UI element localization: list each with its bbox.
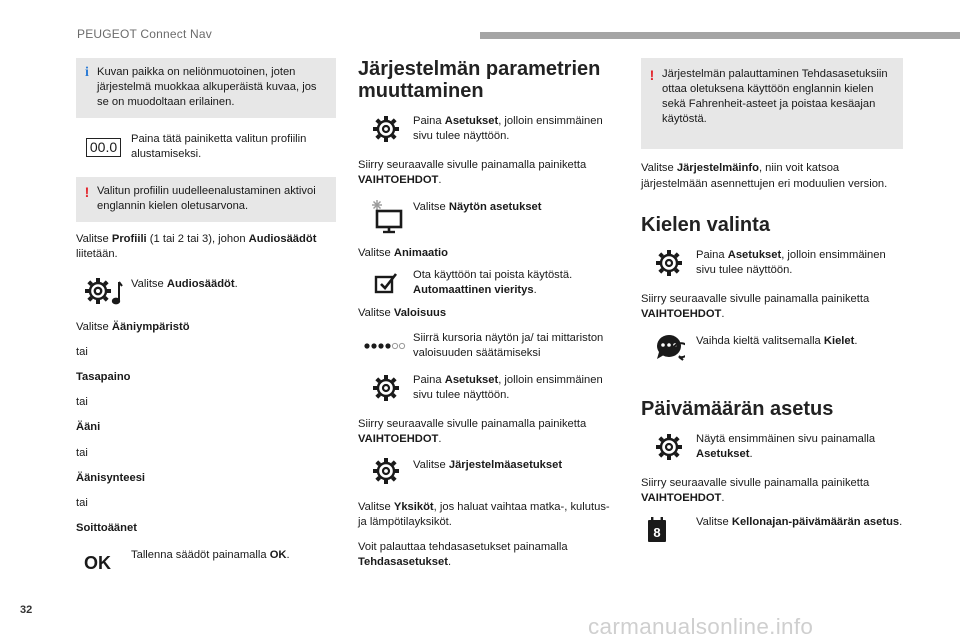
gear-icon[interactable] [358,114,413,144]
watermark: carmanualsonline.info [588,614,814,639]
factory-reset-paragraph: Voit palauttaa tehdasasetukset painamalla Tehdasasetukset. [358,540,568,568]
warning-icon: ! [84,183,90,200]
calendar-icon[interactable] [641,515,696,545]
reset-profile-button[interactable]: 00.0 [86,138,121,157]
option-ringtones: Soittoäänet [76,521,137,534]
brightness-row [358,331,620,361]
warning-note-reset [641,58,903,149]
ok-button-box [76,548,131,578]
calendar-digit: 8 [653,524,661,540]
info-note-text: Kuvan paikka on neliönmuotoinen, joten järjestelmä muokkaa alkuperäistä kuvaa, jos se on muodoltaan erilainen. [97,66,317,109]
gear-icon[interactable] [641,432,696,462]
info-icon: i [85,65,89,80]
gear-icon[interactable] [641,248,696,278]
header-bar [480,32,960,39]
audio-text: Valitse Audiosäädöt. [131,277,238,290]
language-settings-row [641,248,903,278]
or-text-2: tai [76,396,88,409]
language-icon[interactable] [641,332,696,362]
options-paragraph-3: Siirry seuraavalle sivulle painamalla painiketta VAIHTOEHDOT. [641,292,870,320]
display-text: Valitse Näytön asetukset [413,201,542,214]
ok-row [76,548,336,578]
column-middle [358,58,620,570]
settings-text-2: Paina Asetukset, jolloin ensimmäinen sivu tulee näyttöön. [413,374,603,402]
options-paragraph-2: Siirry seuraavalle sivulle painamalla painiketta VAIHTOEHDOT. [358,418,587,446]
audio-row [76,274,336,308]
languages-text: Vaihda kieltä valitsemalla Kielet. [696,335,858,348]
warning-note [76,177,336,222]
units-paragraph: Valitse Yksiköt, jos haluat vaihtaa matka-, kulutus- ja lämpötilayksiköt. [358,500,610,528]
options-paragraph-1: Siirry seuraavalle sivulle painamalla painiketta VAIHTOEHDOT. [358,159,587,187]
warning-note-reset-text: Järjestelmän palauttaminen Tehdasasetuksiin ottaa oletuksena käyttöön englannin kielen sekä Fahrenheit-asteet ja poistaa kesäajan käytöstä. [662,68,888,126]
checkbox-icon[interactable] [358,268,413,298]
section-heading-language: Kielen valinta [641,213,770,236]
page-number: 32 [20,604,33,616]
brightness-paragraph: Valitse Valoisuus [358,306,447,319]
system-info-paragraph: Valitse Järjestelmäinfo, niin voit katsoa järjestelmään asennettujen eri moduulien version. [641,162,888,190]
settings-row-1 [358,114,620,144]
option-voice: Äänisynteesi [76,471,146,484]
datetime-row [641,515,903,545]
warning-icon: ! [649,67,655,83]
gear-note-icon[interactable] [76,274,131,308]
header-title: PEUGEOT Connect Nav [77,27,212,41]
option-balance: Tasapaino [76,371,131,384]
language-settings-text: Paina Asetukset, jolloin ensimmäinen sivu tulee näyttöön. [696,248,886,276]
options-paragraph-4: Siirry seuraavalle sivulle painamalla painiketta VAIHTOEHDOT. [641,477,870,505]
reset-profile-row [76,132,336,162]
screen-brightness-icon[interactable] [358,198,413,234]
autoscroll-row [358,268,620,298]
datetime-text: Valitse Kellonajan-päivämäärän asetus. [696,515,903,528]
animation-paragraph: Valitse Animaatio [358,247,448,260]
section-heading-system: Järjestelmän parametrien muuttaminen [358,58,601,102]
or-text-1: tai [76,346,88,359]
date-settings-row [641,432,903,462]
ambience-paragraph: Valitse Ääniympäristö [76,320,190,333]
reset-profile-text: Paina tätä painiketta valitun profiilin alustamiseksi. [131,133,307,161]
gear-icon[interactable] [358,456,413,486]
gear-icon[interactable] [358,373,413,403]
warning-note-text: Valitun profiilin uudelleenalustaminen aktivoi englannin kielen oletusarvona. [97,184,316,212]
option-sound: Ääni [76,421,101,434]
languages-row [641,332,903,362]
profile-paragraph: Valitse Profiili (1 tai 2 tai 3), johon Audiosäädöt liitetään. [76,232,317,260]
column-right [641,58,903,545]
section-heading-date: Päivämäärän asetus [641,398,834,421]
brightness-text: Siirrä kursoria näytön ja/ tai mittariston valoisuuden säätämiseksi [413,331,604,359]
autoscroll-text: Ota käyttöön tai poista käytöstä. Automaattinen vieritys. [413,268,573,296]
settings-text-1: Paina Asetukset, jolloin ensimmäinen sivu tulee näyttöön. [413,115,603,143]
ok-button[interactable]: OK [84,552,111,573]
ok-text: Tallenna säädöt painamalla OK. [131,548,290,561]
brightness-dots-icon[interactable] [358,331,413,361]
or-text-3: tai [76,446,88,459]
system-settings-text: Valitse Järjestelmäasetukset [413,458,563,471]
info-note [76,58,336,118]
system-settings-row [358,456,620,486]
display-row [358,198,620,234]
reset-button-box [76,132,131,162]
or-text-4: tai [76,496,88,509]
settings-row-2 [358,373,620,403]
date-settings-text: Näytä ensimmäinen sivu painamalla Asetukset. [696,433,876,461]
column-left [76,58,336,578]
